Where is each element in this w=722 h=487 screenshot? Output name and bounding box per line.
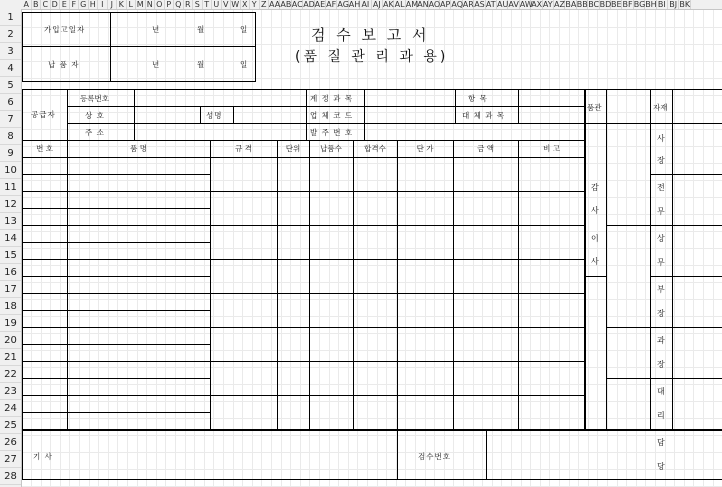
column-header-ba[interactable]: BA xyxy=(565,0,577,9)
table-row xyxy=(22,276,210,277)
column-header-ay[interactable]: AY xyxy=(542,0,553,9)
row-header-3[interactable]: 3 xyxy=(0,43,21,60)
column-header-as[interactable]: AS xyxy=(474,0,485,9)
column-header-f[interactable]: F xyxy=(70,0,80,9)
column-header-a[interactable]: A xyxy=(22,0,32,9)
table-row xyxy=(22,344,210,345)
table-row xyxy=(22,378,210,379)
inspection-no-label: 검수번호 xyxy=(418,452,451,461)
column-header-bi[interactable]: BI xyxy=(657,0,668,9)
column-header-al[interactable]: AL xyxy=(394,0,405,9)
row-header-7[interactable]: 7 xyxy=(0,111,21,128)
column-header-i[interactable]: I xyxy=(98,0,108,9)
column-header-am[interactable]: AM xyxy=(405,0,419,9)
table-column-divider xyxy=(210,140,211,430)
column-header-v[interactable]: V xyxy=(222,0,232,9)
column-header-av[interactable]: AV xyxy=(508,0,519,9)
approval-right-char-9: 장 xyxy=(657,360,665,369)
table-row xyxy=(22,225,210,226)
page-subtitle: (품 질 관 리 과 용) xyxy=(295,49,449,65)
column-header-c[interactable]: C xyxy=(41,0,51,9)
row-header-6[interactable]: 6 xyxy=(0,94,21,111)
row-header-25[interactable]: 25 xyxy=(0,417,21,434)
row-header-8[interactable]: 8 xyxy=(0,128,21,145)
column-header-bh[interactable]: BH xyxy=(645,0,657,9)
approval-right-char-1: 장 xyxy=(657,156,665,165)
table-header-6: 단 가 xyxy=(416,144,434,153)
column-header-b[interactable]: B xyxy=(32,0,42,9)
row-header-28[interactable]: 28 xyxy=(0,468,21,485)
column-header-aa[interactable]: AA xyxy=(269,0,281,9)
table-header-7: 금 액 xyxy=(477,144,494,153)
table-header-5: 합격수 xyxy=(364,144,386,153)
page-title: 검 수 보 고 서 xyxy=(311,26,430,44)
table-column-divider xyxy=(353,140,354,430)
column-header-at[interactable]: AT xyxy=(485,0,496,9)
row-header-27[interactable]: 27 xyxy=(0,451,21,468)
table-header-2: 규 격 xyxy=(235,144,252,153)
table-column-divider xyxy=(397,140,398,430)
table-row-group xyxy=(210,259,585,260)
year-label-2: 년 xyxy=(152,60,161,69)
table-header-8: 비 고 xyxy=(543,144,560,153)
approval-left-char-2: 이 xyxy=(591,234,599,243)
approval-right-char-0: 사 xyxy=(657,134,665,143)
column-header-be[interactable]: BE xyxy=(611,0,622,9)
column-header-bk[interactable]: BK xyxy=(679,0,691,9)
column-header-h[interactable]: H xyxy=(89,0,99,9)
approval-right-char-10: 대 xyxy=(657,387,665,396)
column-header-an[interactable]: AN xyxy=(417,0,429,9)
column-header-s[interactable]: S xyxy=(193,0,203,9)
table-row xyxy=(22,395,210,396)
column-header-l[interactable]: L xyxy=(127,0,137,9)
receipt-date-label: 가입고일자 xyxy=(44,25,86,34)
column-header-ag[interactable]: AG xyxy=(337,0,349,9)
table-row xyxy=(22,310,210,311)
column-header-af[interactable]: AF xyxy=(326,0,337,9)
table-header-0: 번 호 xyxy=(36,144,53,153)
row-header-1[interactable]: 1 xyxy=(0,9,21,26)
approval-right-char-4: 상 xyxy=(657,234,665,243)
table-row xyxy=(22,412,210,413)
year-label-1: 년 xyxy=(152,25,161,34)
table-row xyxy=(22,259,210,260)
column-header-bd[interactable]: BD xyxy=(599,0,612,9)
approval-right-char-8: 과 xyxy=(657,336,665,345)
approval-right-char-13: 당 xyxy=(657,462,665,471)
approval-right-char-7: 장 xyxy=(657,309,665,318)
table-header-4: 납품수 xyxy=(320,144,342,153)
column-header-bj[interactable]: BJ xyxy=(668,0,679,9)
table-header-1: 품 명 xyxy=(130,144,147,153)
column-header-k[interactable]: K xyxy=(117,0,127,9)
column-header-au[interactable]: AU xyxy=(497,0,509,9)
approval-left-char-0: 감 xyxy=(591,183,599,192)
column-header-ax[interactable]: AX xyxy=(531,0,543,9)
approval-right-char-6: 부 xyxy=(657,285,665,294)
column-header-t[interactable]: T xyxy=(203,0,213,9)
table-row-group xyxy=(210,225,585,226)
month-label-1: 월 xyxy=(197,25,206,34)
row-header-bar xyxy=(0,9,22,487)
receipt-date-box xyxy=(22,12,256,82)
row-header-12[interactable]: 12 xyxy=(0,196,21,213)
row-header-16[interactable]: 16 xyxy=(0,264,21,281)
table-column-divider xyxy=(309,140,310,430)
row-header-5[interactable]: 5 xyxy=(0,77,21,94)
approval-right-char-11: 리 xyxy=(657,411,665,420)
row-header-18[interactable]: 18 xyxy=(0,298,21,315)
column-header-ab[interactable]: AB xyxy=(280,0,292,9)
column-header-ar[interactable]: AR xyxy=(462,0,474,9)
table-row xyxy=(22,327,210,328)
remarks-label: 기 사 xyxy=(33,452,53,461)
column-header-y[interactable]: Y xyxy=(250,0,260,9)
table-column-divider xyxy=(453,140,454,430)
column-header-ao[interactable]: AO xyxy=(428,0,441,9)
column-header-r[interactable]: R xyxy=(184,0,194,9)
approval-left-char-3: 사 xyxy=(591,257,599,266)
table-row xyxy=(22,361,210,362)
column-header-bb[interactable]: BB xyxy=(576,0,588,9)
column-header-bc[interactable]: BC xyxy=(588,0,600,9)
row-header-15[interactable]: 15 xyxy=(0,247,21,264)
column-header-w[interactable]: W xyxy=(231,0,240,9)
column-header-ah[interactable]: AH xyxy=(348,0,361,9)
column-header-aj[interactable]: AJ xyxy=(372,0,383,9)
column-header-aw[interactable]: AW xyxy=(519,0,533,9)
day-label-2: 일 xyxy=(240,60,249,69)
order-no-label: 발 주 번 호 xyxy=(310,128,354,137)
table-row-group xyxy=(210,395,585,396)
approval-right-char-12: 담 xyxy=(657,438,665,447)
row-header-10[interactable]: 10 xyxy=(0,162,21,179)
row-header-11[interactable]: 11 xyxy=(0,179,21,196)
column-header-ai[interactable]: AI xyxy=(360,0,371,9)
delivery-label: 납 품 자 xyxy=(48,60,80,69)
column-header-x[interactable]: X xyxy=(241,0,251,9)
column-header-aq[interactable]: AQ xyxy=(451,0,464,9)
approval-right-char-2: 전 xyxy=(657,183,665,192)
row-header-26[interactable]: 26 xyxy=(0,434,21,451)
supplier-section-label: 공급자 xyxy=(31,110,56,119)
column-header-bf[interactable]: BF xyxy=(622,0,633,9)
table-row xyxy=(22,242,210,243)
table-row xyxy=(22,293,210,294)
column-header-ak[interactable]: AK xyxy=(383,0,394,9)
approval-right-char-3: 무 xyxy=(657,207,665,216)
column-header-ae[interactable]: AE xyxy=(314,0,326,9)
row-header-23[interactable]: 23 xyxy=(0,383,21,400)
column-header-j[interactable]: J xyxy=(108,0,118,9)
row-header-13[interactable]: 13 xyxy=(0,213,21,230)
column-header-o[interactable]: O xyxy=(155,0,165,9)
column-header-p[interactable]: P xyxy=(165,0,175,9)
table-column-divider xyxy=(518,140,519,430)
reg-no-label: 등록번호 xyxy=(80,94,109,103)
row-header-4[interactable]: 4 xyxy=(0,60,21,77)
column-header-g[interactable]: G xyxy=(79,0,89,9)
column-header-ac[interactable]: AC xyxy=(291,0,303,9)
table-row xyxy=(22,208,210,209)
row-header-2[interactable]: 2 xyxy=(0,26,21,43)
sub-account-label: 대 체 과 목 xyxy=(462,111,506,120)
column-header-bar xyxy=(0,0,722,10)
column-header-m[interactable]: M xyxy=(136,0,144,9)
table-row-group xyxy=(210,191,585,192)
table-row-group xyxy=(210,361,585,362)
column-header-ad[interactable]: AD xyxy=(303,0,315,9)
approval-col1-label: 품관 xyxy=(587,103,602,112)
row-header-14[interactable]: 14 xyxy=(0,230,21,247)
column-header-e[interactable]: E xyxy=(60,0,70,9)
address-label: 주 소 xyxy=(85,128,105,137)
column-header-z[interactable]: Z xyxy=(260,0,270,9)
table-column-divider xyxy=(277,140,278,430)
day-label-1: 일 xyxy=(240,25,249,34)
approval-left-char-1: 사 xyxy=(591,206,599,215)
row-header-9[interactable]: 9 xyxy=(0,145,21,162)
row-header-17[interactable]: 17 xyxy=(0,281,21,298)
row-header-19[interactable]: 19 xyxy=(0,315,21,332)
month-label-2: 월 xyxy=(197,60,206,69)
column-header-q[interactable]: Q xyxy=(174,0,184,9)
approval-right-char-5: 무 xyxy=(657,258,665,267)
column-header-d[interactable]: D xyxy=(51,0,61,9)
row-header-20[interactable]: 20 xyxy=(0,332,21,349)
column-header-n[interactable]: N xyxy=(146,0,156,9)
row-header-21[interactable]: 21 xyxy=(0,349,21,366)
footer-box xyxy=(22,430,722,480)
company-label: 상 호 xyxy=(85,111,105,120)
table-row-group xyxy=(210,327,585,328)
column-header-az[interactable]: AZ xyxy=(554,0,565,9)
column-header-ap[interactable]: AP xyxy=(440,0,451,9)
column-header-bg[interactable]: BG xyxy=(633,0,646,9)
approval-col2-label: 자재 xyxy=(653,103,668,112)
row-header-24[interactable]: 24 xyxy=(0,400,21,417)
business-code-label: 업 체 코 드 xyxy=(310,111,354,120)
table-row-group xyxy=(210,293,585,294)
table-column-divider xyxy=(67,140,68,430)
table-row xyxy=(22,191,210,192)
column-header-u[interactable]: U xyxy=(212,0,222,9)
row-header-22[interactable]: 22 xyxy=(0,366,21,383)
table-header-3: 단위 xyxy=(285,144,301,153)
name-label: 성명 xyxy=(206,111,223,120)
item-label: 항 목 xyxy=(468,94,488,103)
table-row xyxy=(22,174,210,175)
account-label: 계 정 과 목 xyxy=(310,94,354,103)
